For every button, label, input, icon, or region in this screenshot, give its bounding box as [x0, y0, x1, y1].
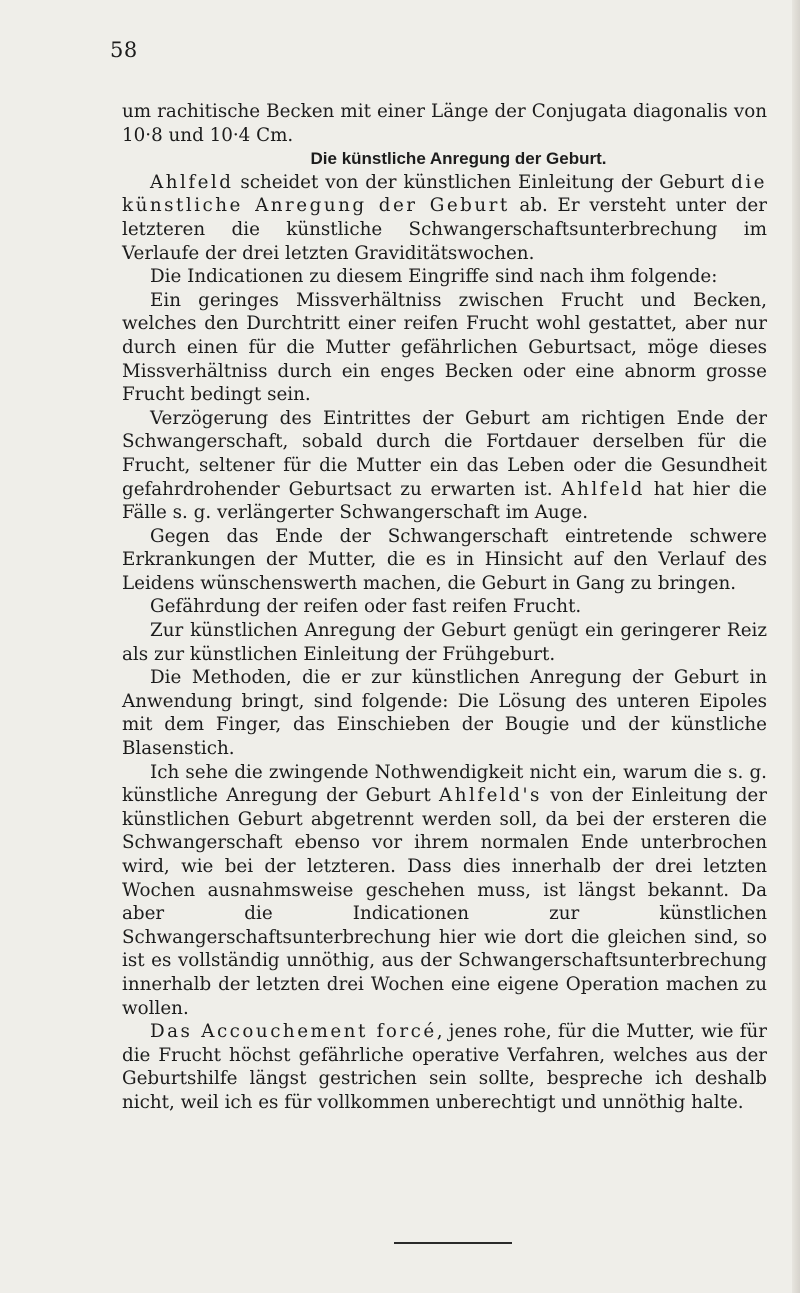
term-emphasis: Das Accouchement forcé: [150, 1021, 437, 1043]
end-rule: [394, 1242, 512, 1244]
paragraph-1-text-b: ab. Er versteht unter der letzteren die künstliche Schwangerschaftsunterbrechung im Verlaufe der drei letzten Graviditätswochen.: [122, 195, 767, 264]
paragraph-3: Ein geringes Missverhältniss zwischen Frucht und Becken, welches den Durchtritt einer reifen Frucht wohl gestattet, aber nur durch einen für die Mutter gefährlichen Geburtsact, möge dieses Missverhältniss durch ein enges Becken oder eine abnorm grosse Frucht bedingt sein.: [122, 289, 767, 406]
paragraph-7: Zur künstlichen Anregung der Geburt genügt ein geringerer Reiz als zur künstlichen Einleitung der Frühgeburt.: [122, 620, 767, 665]
paragraph-10: [122, 1020, 767, 1114]
paragraph-1-text-a: scheidet von der künstlichen Einleitung der Geburt: [233, 171, 732, 193]
paragraph-9-text-b: von der Einleitung der künstlichen Geburt abgetrennt werden soll, da bei der ersteren die Schwangerschaft ebenso vor ihrem normalen Ende unterbrochen wird, wie bei der letzteren. Dass dies innerhalb der drei letzten Wochen ausnahmsweise geschehen muss, ist längst bekannt. Da aber die Indicationen zur künstlichen Schwangerschaftsunterbrechung hier wie dort die gleichen sind, so ist es vollständig unnöthig, aus der Schwangerschaftsunterbrechung innerhalb der letzten drei Wochen eine eigene Operation machen zu wollen.: [122, 785, 767, 1019]
section-heading: Die künstliche Anregung der Geburt.: [310, 149, 607, 169]
page-body: [122, 100, 767, 1115]
paragraph-1: [122, 171, 767, 265]
page-edge: [792, 0, 800, 1293]
author-name: Ahlfeld: [561, 478, 645, 500]
opening-lines: um rachitische Becken mit einer Länge der Conjugata diagonalis von 10·8 und 10·4 Cm.: [122, 101, 767, 146]
paragraph-4: [122, 407, 767, 525]
paragraph-9: [122, 761, 767, 1021]
author-name: Ahlfeld's: [439, 785, 542, 807]
paragraph-9-text-a: Ich sehe die zwingende Nothwendigkeit nicht ein, warum die s. g. künstliche Anregung der Geburt: [122, 761, 767, 807]
paragraph-2: Die Indicationen zu diesem Eingriffe sind nach ihm folgende:: [150, 266, 718, 288]
paragraph-10-text: , jenes rohe, für die Mutter, wie für die Frucht höchst gefährliche operative Verfahren, welches aus der Geburtshilfe längst gestrichen sein sollte, bespreche ich deshalb nicht, weil ich es für vollkommen unberechtigt und unnöthig halte.: [122, 1021, 767, 1113]
page-number: 58: [110, 38, 138, 62]
term-emphasis: die künstliche Anregung der Geburt: [122, 171, 767, 217]
paragraph-4-text-b: hat hier die Fälle s. g. verlängerter Schwangerschaft im Auge.: [122, 478, 767, 524]
paragraph-6: Gefährdung der reifen oder fast reifen Frucht.: [150, 596, 582, 618]
paragraph-8: Die Methoden, die er zur künstlichen Anregung der Geburt in Anwendung bringt, sind folgende: Die Lösung des unteren Eipoles mit dem Finger, das Einschieben der Bougie und der künstliche Blasenstich.: [122, 667, 767, 760]
paragraph-4-text-a: Verzögerung des Eintrittes der Geburt am richtigen Ende der Schwangerschaft, sobald durch die Fortdauer derselben für die Frucht, seltener für die Mutter ein das Leben oder die Gesundheit gefahrdrohender Geburtsact zu erwarten ist.: [122, 407, 767, 500]
author-name: Ahlfeld: [150, 171, 234, 193]
paragraph-5: Gegen das Ende der Schwangerschaft eintretende schwere Erkrankungen der Mutter, die es in Hinsicht auf den Verlauf des Leidens wünschenswerth machen, die Geburt in Gang zu bringen.: [122, 525, 767, 594]
